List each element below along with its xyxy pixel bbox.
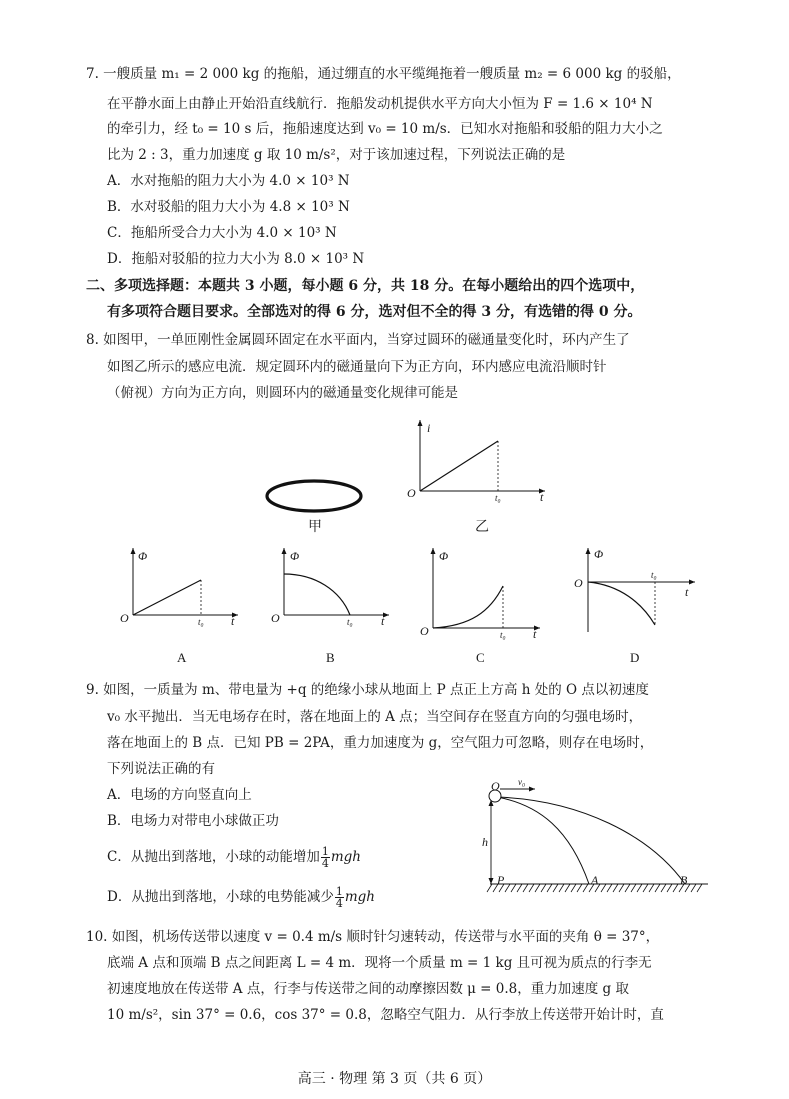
q9-option-b: B．电场力对带电小球做正功 xyxy=(107,813,279,829)
graph-yi-t-label: t xyxy=(540,490,544,504)
graph-a-curve xyxy=(133,580,201,615)
graph-d-t0: t₀ xyxy=(651,570,657,580)
graph-c-curve xyxy=(433,586,503,628)
graph-yi xyxy=(407,420,545,535)
q9-fig-p: P xyxy=(497,873,505,887)
q9-option-c-fraction: $\frac{1}{4}$ xyxy=(321,845,329,870)
graph-a-t: t xyxy=(231,614,235,628)
q10-line-4: 10 m/s²，sin 37° = 0.6，cos 37° = 0.8，忽略空气阻力．从行李放上传送带开始计时，直 xyxy=(107,1007,664,1023)
q7-option-d: D．拖船对驳船的拉力大小为 8.0 × 10³ N xyxy=(107,251,365,267)
graph-b-label: B xyxy=(326,650,335,665)
q9-figure xyxy=(482,777,708,892)
trajectory-b xyxy=(497,797,685,884)
q9-option-d-text: D．从抛出到落地，小球的电势能减少 xyxy=(107,889,334,905)
fig-yi-label: 乙 xyxy=(475,520,489,535)
q7-line-4: 比为 2 : 3，重力加速度 g 取 10 m/s²，对于该加速过程，下列说法正确的是 xyxy=(107,147,566,163)
graph-d-t: t xyxy=(685,585,689,599)
q9-option-d xyxy=(107,886,375,909)
q9-option-d-fraction: $\frac{1}{4}$ xyxy=(335,885,343,910)
graph-a-label: A xyxy=(177,650,187,665)
graph-b-origin: O xyxy=(271,611,280,625)
q9-fig-h: h xyxy=(482,835,488,849)
q9-option-a: A．电场的方向竖直向上 xyxy=(107,787,252,803)
graph-c xyxy=(420,548,540,665)
q9-option-c-mgh: mgh xyxy=(330,849,361,865)
graph-a-origin: O xyxy=(120,611,129,625)
q10-line-2: 底端 A 点和顶端 B 点之间距离 L = 4 m．现将一个质量 m = 1 kg 且可视为质点的行李无 xyxy=(107,955,652,971)
graph-c-origin: O xyxy=(420,624,429,638)
graph-b xyxy=(271,548,389,665)
q9-option-c xyxy=(107,846,361,869)
graph-d xyxy=(574,547,695,665)
q7-line-1: 7. 一艘质量 m₁ = 2 000 kg 的拖船，通过绷直的水平缆绳拖着一艘质量 m₂ = 6 000 kg 的驳船， xyxy=(86,66,681,82)
section-2-heading-line-2: 有多项符合题目要求。全部选对的得 6 分，选对但不全的得 3 分，有选错的得 0 分。 xyxy=(107,304,642,320)
q7-option-a: A．水对拖船的阻力大小为 4.0 × 10³ N xyxy=(107,173,350,189)
graph-b-t0: t₀ xyxy=(347,617,353,627)
graph-d-label: D xyxy=(630,650,640,665)
q9-fig-b: B xyxy=(680,873,688,887)
q7-option-c: C．拖船所受合力大小为 4.0 × 10³ N xyxy=(107,225,337,241)
q7-option-b: B．水对驳船的阻力大小为 4.8 × 10³ N xyxy=(107,199,350,215)
graph-a xyxy=(120,548,238,665)
graph-b-phi: Φ xyxy=(290,549,300,563)
q9-line-3: 落在地面上的 B 点．已知 PB = 2PA，重力加速度为 g，空气阻力可忽略，则存在电场时， xyxy=(107,735,654,751)
graph-c-label: C xyxy=(476,650,485,665)
graph-a-t0: t₀ xyxy=(198,617,204,627)
q9-fig-o: O xyxy=(491,779,500,793)
q9-line-1: 9. 如图，一质量为 m、带电量为 +q 的绝缘小球从地面上 P 点正上方高 h 处的 O 点以初速度 xyxy=(86,682,649,698)
q9-fig-v0: v₀ xyxy=(518,777,526,787)
q9-fig-a: A xyxy=(591,873,599,887)
q9-option-c-text: C．从抛出到落地，小球的动能增加 xyxy=(107,849,320,865)
q8-line-3: （俯视）方向为正方向，则圆环内的磁通量变化规律可能是 xyxy=(107,385,458,401)
graph-c-phi: Φ xyxy=(439,549,449,563)
graph-a-phi: Φ xyxy=(138,549,148,563)
graph-yi-curve xyxy=(420,441,498,491)
q9-line-4: 下列说法正确的有 xyxy=(107,761,215,777)
graph-yi-t0: t₀ xyxy=(495,493,501,503)
graph-c-t0: t₀ xyxy=(500,630,506,640)
fig-jia-label: 甲 xyxy=(308,520,322,535)
q9-line-2: v₀ 水平抛出．当无电场存在时，落在地面上的 A 点；当空间存在竖直方向的匀强电场时， xyxy=(107,709,643,725)
metal-ring xyxy=(267,481,361,511)
graph-c-t: t xyxy=(533,627,537,641)
graph-d-origin: O xyxy=(574,576,583,590)
page-footer: 高三 · 物理 第 3 页（共 6 页） xyxy=(297,1071,492,1087)
q10-line-3: 初速度地放在传送带 A 点，行李与传送带之间的动摩擦因数 μ = 0.8，重力加速度 g 取 xyxy=(107,981,629,997)
q7-line-3: 的牵引力，经 t₀ = 10 s 后，拖船速度达到 v₀ = 10 m/s．已知水对拖船和驳船的阻力大小之 xyxy=(107,121,663,137)
section-2-heading-line-1: 二、多项选择题：本题共 3 小题，每小题 6 分，共 18 分。在每小题给出的四个选项中， xyxy=(86,278,645,294)
q8-line-1: 8. 如图甲，一单匝刚性金属圆环固定在水平面内，当穿过圆环的磁通量变化时，环内产生了 xyxy=(86,332,630,348)
q10-line-1: 10. 如图，机场传送带以速度 v = 0.4 m/s 顺时针匀速转动，传送带与水平面的夹角 θ = 37°， xyxy=(86,929,660,945)
q7-line-2: 在平静水面上由静止开始沿直线航行．拖船发动机提供水平方向大小恒为 F = 1.6 × 10⁴ N xyxy=(107,96,653,112)
q9-option-d-mgh: mgh xyxy=(344,889,375,905)
graph-d-curve xyxy=(588,582,655,625)
graph-yi-i-arrow xyxy=(418,420,423,426)
graph-b-curve xyxy=(284,574,350,615)
graph-yi-origin: O xyxy=(407,486,416,500)
q8-line-2: 如图乙所示的感应电流．规定圆环内的磁通量向下为正方向，环内感应电流沿顺时针 xyxy=(107,359,607,375)
graph-yi-i-label: i xyxy=(427,421,431,435)
graph-d-phi: Φ xyxy=(594,547,604,561)
graph-b-t: t xyxy=(381,614,385,628)
